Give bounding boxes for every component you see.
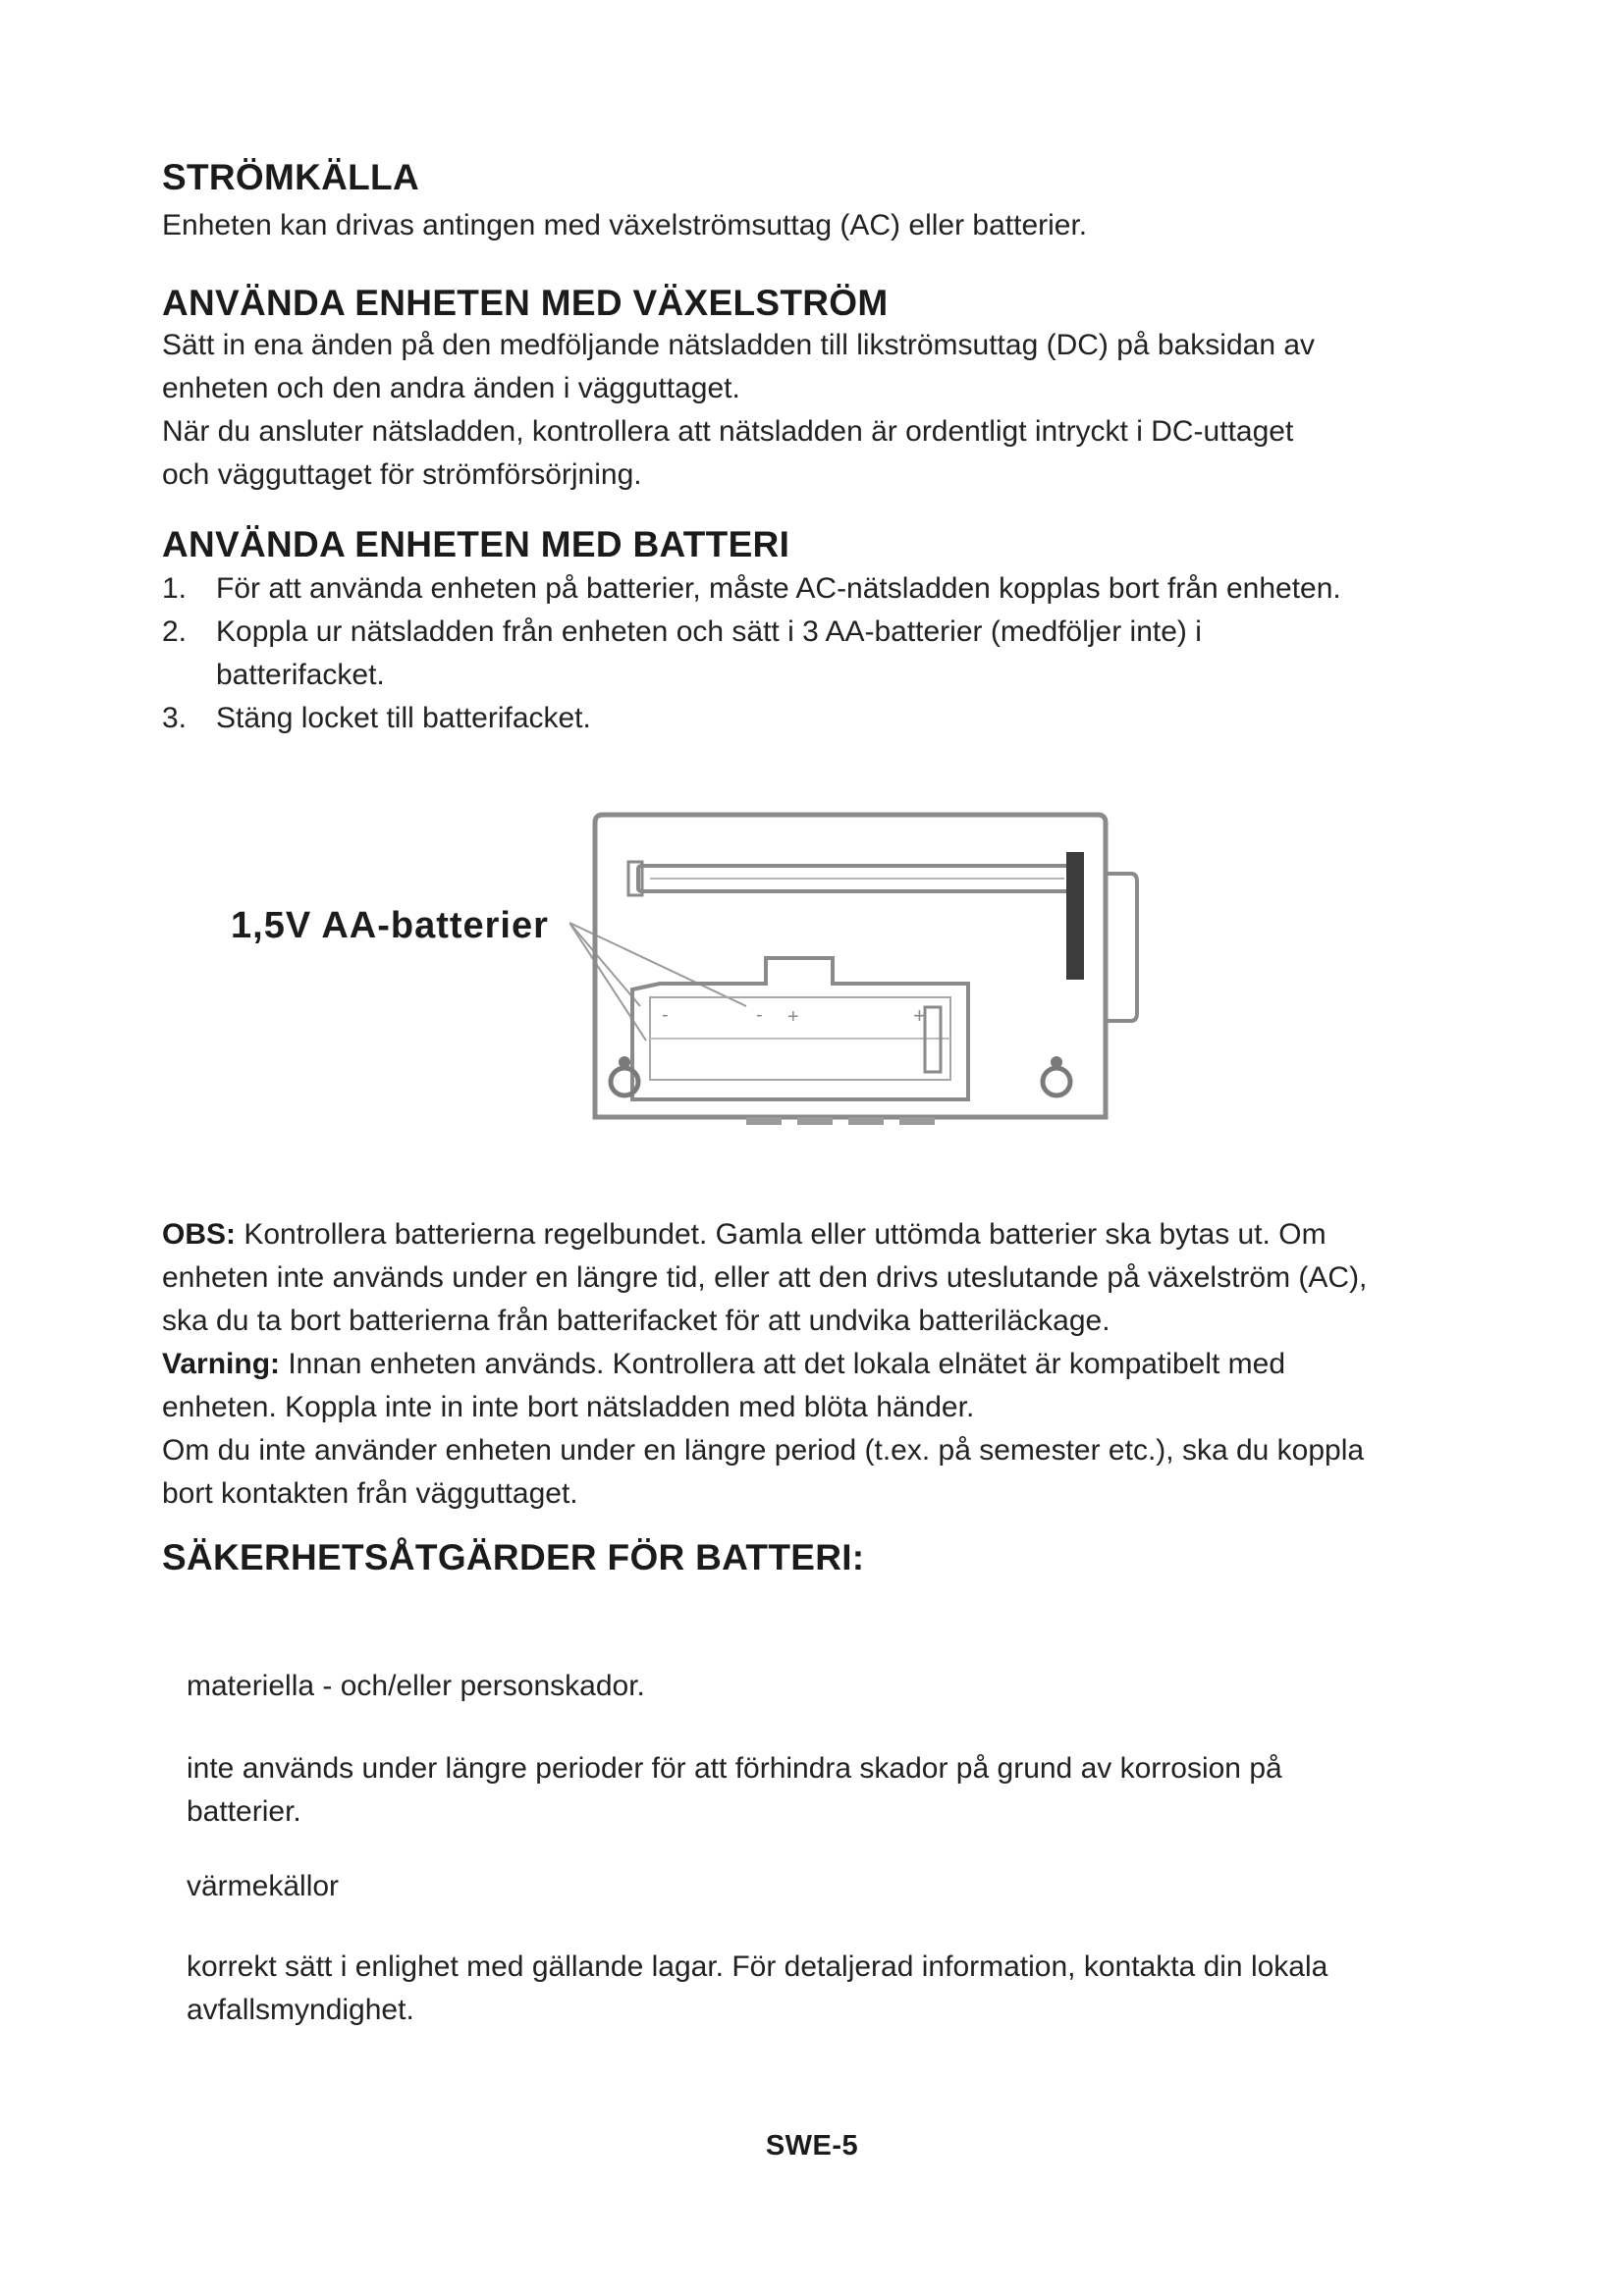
warning-line2: enheten. Koppla inte in inte bort nätsladden med blöta händer. xyxy=(162,1391,975,1423)
obs-label: OBS: xyxy=(162,1218,236,1251)
obs-line2: enheten inte används under en längre tid, eller att den drivs uteslutande på växelström (AC), xyxy=(162,1261,1368,1294)
safety-item-4-line2: avfallsmyndighet. xyxy=(187,1994,414,2026)
obs-line3: ska du ta bort batterierna från batterifacket för att undvika batteriläckage. xyxy=(162,1305,1110,1337)
ac-p1-line2: enheten och den andra änden i vägguttaget. xyxy=(162,372,740,404)
safety-item-1 xyxy=(187,1665,1463,1708)
heading-ac-power: ANVÄNDA ENHETEN MED VÄXELSTRÖM xyxy=(162,283,889,323)
safety-item-4 xyxy=(187,1946,1463,2032)
ac-p2-line2: och vägguttaget för strömförsörjning. xyxy=(162,458,642,491)
step-number: 2. xyxy=(162,615,188,648)
screw-right xyxy=(1043,1068,1070,1095)
battery-steps-list xyxy=(162,567,1468,740)
minus-marker-left: - xyxy=(662,1004,669,1026)
heading-battery-safety: SÄKERHETSÅTGÄRDER FÖR BATTERI: xyxy=(162,1537,865,1577)
extra-line2: bort kontakten från vägguttaget. xyxy=(162,1477,578,1510)
leader-line-1 xyxy=(569,923,640,1006)
obs-line1: Kontrollera batterierna regelbundet. Gamla eller uttömda batterier ska bytas ut. Om xyxy=(236,1218,1326,1251)
minus-marker-mid: - xyxy=(756,1004,763,1026)
safety-item-3 xyxy=(187,1865,1463,1908)
step-number: 3. xyxy=(162,702,188,734)
warning-label: Varning: xyxy=(162,1348,281,1380)
safety-item-2 xyxy=(187,1747,1463,1834)
note-paragraph xyxy=(162,1213,1468,1516)
ac-p2-line1: När du ansluter nätsladden, kontrollera att nätsladden är ordentligt intryckt i DC-uttaget xyxy=(162,415,1294,448)
step-text-continued: batterifacket. xyxy=(216,659,385,691)
battery-door xyxy=(632,958,968,1099)
safety-item-2-line2: batterier. xyxy=(187,1795,301,1828)
power-source-text: Enheten kan drivas antingen med växelströmsuttag (AC) eller batterier. xyxy=(162,209,1088,241)
page-number: SWE-5 xyxy=(765,2130,859,2162)
warning-line1: Innan enheten används. Kontrollera att det lokala elnätet är kompatibelt med xyxy=(280,1348,1286,1380)
ac-p1-line1: Sätt in ena änden på den medföljande nätsladden till likströmsuttag (DC) på baksidan av xyxy=(162,329,1316,361)
device-body-outline xyxy=(595,815,1106,1117)
step-text: För att använda enheten på batterier, måste AC-nätsladden kopplas bort från enheten. xyxy=(216,572,1341,605)
figure-label: 1,5V AA-batterier xyxy=(231,905,549,946)
antenna-mount xyxy=(1066,852,1084,980)
step-number: 1. xyxy=(162,572,188,605)
plus-marker-right: + xyxy=(913,1003,926,1028)
extra-line1: Om du inte använder enheten under en längre period (t.ex. på semester etc.), ska du koppla xyxy=(162,1434,1365,1467)
list-item xyxy=(162,567,1468,611)
list-item xyxy=(162,697,1468,740)
safety-item-2-line1: inte används under längre perioder för att förhindra skador på grund av korrosion på xyxy=(187,1752,1282,1785)
safety-item-3-text: värmekällor xyxy=(187,1870,340,1902)
list-item xyxy=(162,611,1468,697)
safety-item-1-text: materiella - och/eller personskador. xyxy=(187,1670,645,1702)
heading-battery-power: ANVÄNDA ENHETEN MED BATTERI xyxy=(162,524,790,564)
battery-compartment-diagram xyxy=(569,805,1149,1129)
plus-marker-mid: + xyxy=(787,1006,799,1028)
heading-power-source: STRÖMKÄLLA xyxy=(162,157,419,197)
ac-power-paragraph-1 xyxy=(162,324,1468,497)
step-text: Stäng locket till batterifacket. xyxy=(216,702,591,734)
step-text: Koppla ur nätsladden från enheten och sätt i 3 AA-batterier (medföljer inte) i xyxy=(216,615,1202,648)
safety-item-4-line1: korrekt sätt i enlighet med gällande lagar. För detaljerad information, kontakta din lokala xyxy=(187,1950,1328,1983)
device-side-knob xyxy=(1106,874,1137,1021)
